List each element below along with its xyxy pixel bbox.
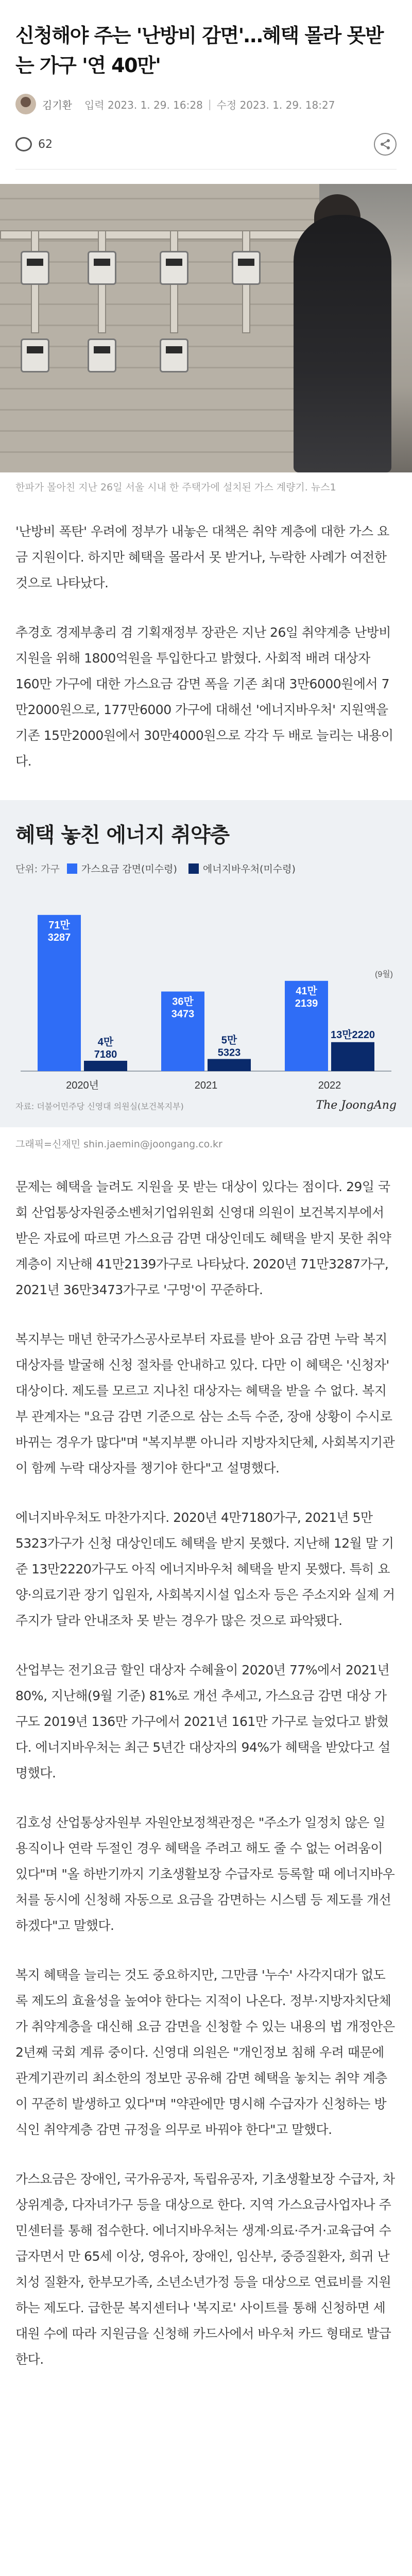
legend-swatch bbox=[188, 863, 199, 874]
paragraph: 복지부는 매년 한국가스공사로부터 자료를 받아 요금 감면 누락 복지대상자를 발굴해 신청 절차를 안내하고 있다. 다만 이 혜택은 '신청자' 대상이다. 제도를 모르고 지나친 대상자는 혜택을 받을 수 없다. 복지부 관계자는 "요금 감면 기준으로 삼는 소득 수준, 장애 상황이 수시로 바뀌는 경우가 많다"며 "복지부뿐 아니라 지방자치단체, 사회복지기관이 함께 누락 대상자를 챙기야 한다"고 설명했다. bbox=[15, 1332, 395, 1476]
chart-annotation: (9월) bbox=[375, 970, 393, 979]
article-header bbox=[0, 0, 412, 170]
data-label: 71만 bbox=[48, 919, 70, 931]
legend-label: 에너지바우처(미수령) bbox=[202, 863, 296, 875]
data-label: 7180 bbox=[94, 1048, 117, 1060]
paragraph: 에너지바우처도 마찬가지다. 2020년 4만7180가구, 2021년 5만5323가구가 신청 대상인데도 혜택을 받지 못했다. 지난해 12월 말 기준 13만2220가구도 아직 에너지바우처 혜택을 받지 못했다. 특히 요양·의료기관 장기 입원자, 사회복지시설 입소자 등은 주소지와 실제 거주지가 달라 안내조차 못 받는 경우가 많은 것으로 파악됐다. bbox=[15, 1510, 395, 1628]
comment-icon bbox=[15, 137, 32, 151]
data-label: 3287 bbox=[47, 931, 71, 943]
paragraph: 문제는 혜택을 늘려도 지원을 못 받는 대상이 있다는 점이다. 29일 국회 산업통상자원중소벤처기업위원회 신영대 의원이 보건복지부에서 받은 자료에 따르면 가스요금 감면 대상인데도 혜택을 받지 못한 취약계층이 지난해 41만2139가구로 나타났다. 2020년 71만3287가구, 2021년 36만3473가구로 '구멍'이 꾸준하다. bbox=[15, 1179, 391, 1297]
data-label: 5323 bbox=[217, 1047, 241, 1059]
brand-logo: The JoongAng bbox=[316, 1099, 397, 1112]
updated-time: 수정 2023. 1. 29. 18:27 bbox=[216, 98, 335, 111]
legend-item bbox=[188, 861, 296, 875]
gas-meter bbox=[88, 338, 116, 372]
paragraph: 추경호 경제부총리 겸 기획재정부 장관은 지난 26일 취약계층 난방비 지원을 위해 1800억원을 투입한다고 밝혔다. 사회적 배려 대상자 160만 가구에 대한 가스요금 감면 폭을 기존 최대 3만6000원에서 7만2000원으로, 177만6000 가구에 대해선 '에너지바우처' 지원액을 기존 15만2000원에서 30만4000원으로 각각 두 배로 늘리는 내용이다. bbox=[15, 625, 393, 769]
gas-meter bbox=[160, 338, 188, 372]
x-tick-label: 2020년 bbox=[66, 1080, 99, 1091]
chart-title: 혜택 놓친 에너지 취약층 bbox=[15, 823, 230, 847]
chart-source: 자료: 더불어민주당 신영대 의원실(보건복지부) bbox=[15, 1101, 184, 1111]
data-label: 36만 bbox=[172, 996, 194, 1008]
chart-credit: 그래픽=신재민 shin.jaemin@joongang.co.kr bbox=[15, 1139, 222, 1150]
gas-meter bbox=[21, 338, 49, 372]
data-label: 13만2220 bbox=[330, 1029, 375, 1041]
paragraph: 가스요금은 장애인, 국가유공자, 독립유공자, 기초생활보장 수급자, 차상위계층, 다자녀가구 등을 대상으로 한다. 지역 가스요금사업자나 주민센터를 통해 접수한다. 에너지바우처는 생계·의료·주거·교육급여 수급자면서 만 65세 이상, 영유아, 장애인, 임산부, 중증질환자, 희귀 난치성 질환자, 한부모가족, 소년소년가정 등을 대상으로 연료비를 지원하는 제도다. 급한문 복지센터나 '복지로' 사이트를 통해 신청하면 세대원 수에 따라 지원금을 신청해 카드사에서 바우처 카드 형태로 발급한다. bbox=[15, 2172, 395, 2367]
avatar[interactable] bbox=[15, 94, 36, 114]
gas-meter bbox=[232, 251, 261, 285]
person-silhouette bbox=[294, 215, 391, 472]
paragraph: 산업부는 전기요금 할인 대상자 수혜율이 2020년 77%에서 2021년 80%, 지난해(9월 기준) 81%로 개선 추세고, 가스요금 감면 대상 가구도 2019년 136만 가구에서 2021년 161만 가구로 늘었다고 밝혔다. 에너지바우처는 최근 5년간 대상자의 94%가 혜택을 받았다고 설명했다. bbox=[15, 1663, 390, 1781]
action-row bbox=[15, 133, 397, 170]
article-meta bbox=[15, 94, 397, 114]
share-icon[interactable] bbox=[374, 133, 397, 156]
article-body bbox=[0, 519, 412, 774]
comment-button[interactable] bbox=[15, 137, 53, 151]
photo-caption: 한파가 몰아친 지난 26일 서울 시내 한 주택가에 설치된 가스 계량기. 뉴스1 bbox=[15, 482, 336, 493]
published-time: 입력 2023. 1. 29. 16:28 bbox=[84, 98, 203, 111]
bar-chart bbox=[15, 880, 397, 1097]
chart-legend bbox=[15, 861, 397, 875]
gas-meter bbox=[160, 251, 188, 285]
legend-swatch bbox=[67, 863, 77, 874]
infographic bbox=[0, 800, 412, 1150]
article-body bbox=[0, 1174, 412, 2372]
bar-voucher bbox=[208, 1059, 251, 1071]
data-label: 3473 bbox=[171, 1008, 195, 1020]
legend-item bbox=[67, 861, 177, 875]
gas-meter bbox=[21, 251, 49, 285]
bar-voucher bbox=[84, 1061, 127, 1071]
headline: 신청해야 주는 '난방비 감면'…혜택 몰라 못받는 가구 '연 40만' bbox=[15, 24, 383, 77]
author-name[interactable]: 김기환 bbox=[42, 98, 72, 111]
chart-container bbox=[0, 800, 412, 1127]
paragraph: 복지 혜택을 늘리는 것도 중요하지만, 그만큼 '누수' 사각지대가 없도록 제도의 효율성을 높여야 한다는 지적이 나온다. 정부·지방자치단체가 취약계층을 대신해 요금 감면을 신청할 수 있는 내용의 법 개정안은 2년째 국회 계류 중이다. 신영대 의원은 "개인정보 침해 우려 때문에 관계기관끼리 최소한의 정보만 공유해 감면 혜택을 놓치는 취약 계층이 꾸준히 발생하고 있다"며 "약관에만 명시해 수급자가 신청하는 방식인 취약계층 감면 규정을 의무로 바꿔야 한다"고 말했다. bbox=[15, 1968, 395, 2137]
x-tick-label: 2022 bbox=[318, 1080, 341, 1091]
data-label: 41만 bbox=[296, 985, 317, 997]
data-label: 5만 bbox=[221, 1035, 237, 1046]
x-tick-label: 2021 bbox=[194, 1080, 218, 1091]
paragraph: '난방비 폭탄' 우려에 정부가 내놓은 대책은 취약 계층에 대한 가스 요금 지원이다. 하지만 혜택을 몰라서 못 받거나, 누락한 사례가 여전한 것으로 나타났다. bbox=[15, 524, 389, 590]
bar-voucher bbox=[331, 1042, 374, 1071]
photo-wall bbox=[0, 184, 319, 472]
chart-unit: 단위: 가구 bbox=[15, 863, 60, 875]
gas-pipe bbox=[0, 230, 319, 240]
article-photo bbox=[0, 184, 412, 472]
gas-meter bbox=[88, 251, 116, 285]
data-label: 2139 bbox=[295, 997, 318, 1009]
data-label: 4만 bbox=[97, 1036, 114, 1048]
comment-count: 62 bbox=[38, 138, 53, 151]
chart-footer bbox=[15, 1099, 397, 1112]
divider: | bbox=[208, 98, 212, 110]
paragraph: 김호성 산업통상자원부 자원안보정책관정은 "주소가 일정치 않은 일용직이나 연락 두절인 경우 혜택을 주려고 해도 줄 수 없는 어려움이 있다"며 "올 하반기까지 기초생활보장 수급자로 등록할 때 에너지바우처를 동시에 신청해 자동으로 요금을 감면하는 시스템 등 제도를 개선하겠다"고 말했다. bbox=[15, 1815, 395, 1933]
legend-label: 가스요금 감면(미수령) bbox=[81, 863, 177, 875]
